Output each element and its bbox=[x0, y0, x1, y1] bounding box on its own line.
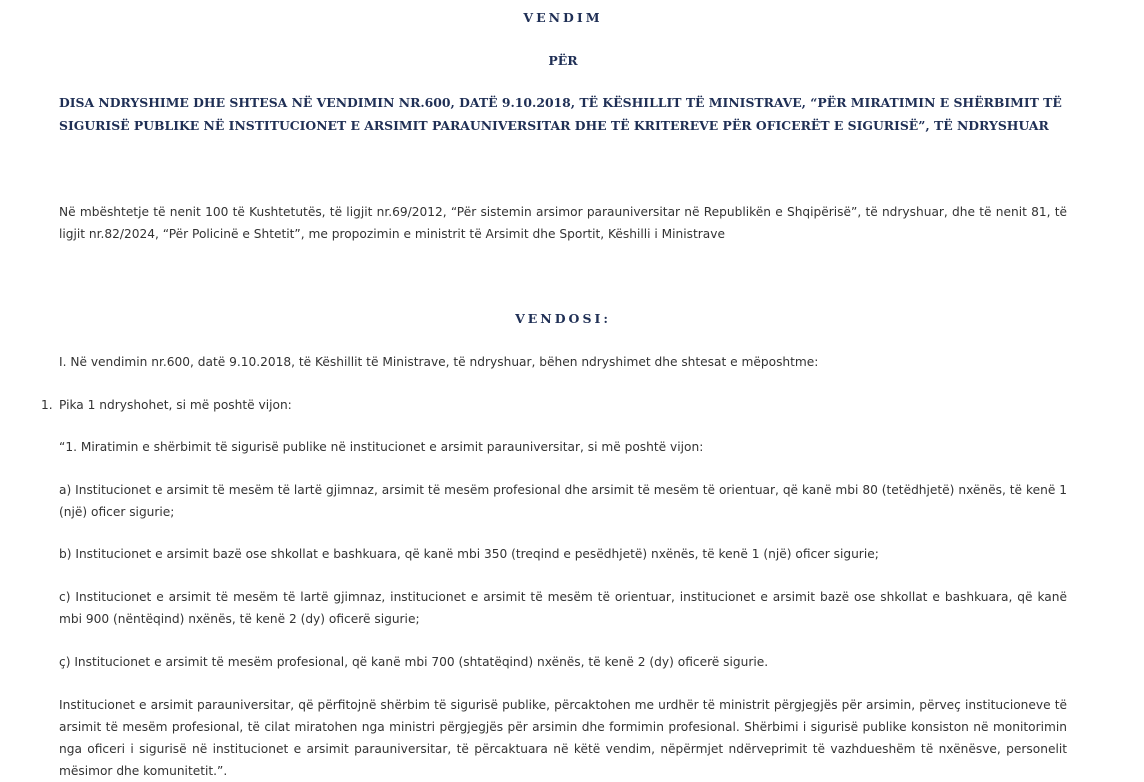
closing-paragraph: Institucionet e arsimit parauniversitar, që përfitojnë shërbim të sigurisë publike, përcaktohen me urdhër të ministrit përgjegjës për arsimin, përveç institucioneve të arsimit të mesëm profesional, të cilat miratohen nga ministri përgjegjës për arsimin dhe formimin profesional. Shërbimi i sigurisë publike konsiston në monitorimin nga oficeri i sigurisë në institucionet e arsimit parauniversitar, të përcaktuara në këtë vendim, nëpërmjet ndërveprimit të vazhdueshëm të nxënësve, personelit mësimor dhe komunitetit.”. bbox=[59, 698, 1067, 778]
point-a-paragraph: a) Institucionet e arsimit të mesëm të lartë gjimnaz, arsimit të mesëm profesional dhe arsimit të mesëm të orientuar, që kanë mbi 80 (tetëdhjetë) nxënës, të kenë 1 (një) oficer sigurie; bbox=[59, 483, 1067, 519]
section-i-paragraph: I. Në vendimin nr.600, datë 9.10.2018, të Këshillit të Ministrave, të ndryshuar, bëhen ndryshimet dhe shtesat e mëposhtme: bbox=[59, 355, 819, 369]
point-ç-paragraph: ç) Institucionet e arsimit të mesëm profesional, që kanë mbi 700 (shtatëqind) nxënës, të kenë 2 (dy) oficerë sigurie. bbox=[59, 655, 769, 669]
quote-intro-paragraph: “1. Miratimin e shërbimit të sigurisë publike në institucionet e arsimit parauniversitar, si më poshtë vijon: bbox=[59, 440, 704, 454]
heading-per: PËR bbox=[548, 53, 578, 68]
point-b-paragraph: b) Institucionet e arsimit bazë ose shkollat e bashkuara, që kanë mbi 350 (treqind e pesëdhjetë) nxënës, të kenë 1 (një) oficer sigurie; bbox=[59, 547, 879, 561]
point-c-paragraph: c) Institucionet e arsimit të mesëm të lartë gjimnaz, institucionet e arsimit të mesëm të orientuar, institucionet e arsimit bazë ose shkollat e bashkuara, që kanë mbi 900 (nëntëqind) nxënës, të kenë 2 (dy) oficerë sigurie; bbox=[59, 590, 1067, 626]
document-title: DISA NDRYSHIME DHE SHTESA NË VENDIMIN NR.600, DATË 9.10.2018, TË KËSHILLIT TË MINISTRAVE, “PËR MIRATIMIN E SHËRBIMIT TË SIGURISË PUBLIKE NË INSTITUCIONET E ARSIMIT PARAUNIVERSITAR DHE TË KRITEREVE PËR OFICERËT E SIGURISË”, TË NDRYSHUAR bbox=[59, 95, 1062, 133]
list-item-number: 1. bbox=[41, 398, 53, 412]
heading-vendim: VENDIM bbox=[523, 10, 603, 25]
list-item-text: Pika 1 ndryshohet, si më poshtë vijon: bbox=[59, 398, 292, 412]
heading-vendosi: VENDOSI: bbox=[515, 311, 611, 326]
preamble-paragraph: Në mbështetje të nenit 100 të Kushtetutës, të ligjit nr.69/2012, “Për sistemin arsimor parauniversitar në Republikën e Shqipërisë”, të ndryshuar, dhe të nenit 81, të ligjit nr.82/2024, “Për Policinë e Shtetit”, me propozimin e ministrit të Arsimit dhe Sportit, Këshilli i Ministrave bbox=[59, 205, 1067, 241]
list-item-1 bbox=[41, 394, 1067, 416]
